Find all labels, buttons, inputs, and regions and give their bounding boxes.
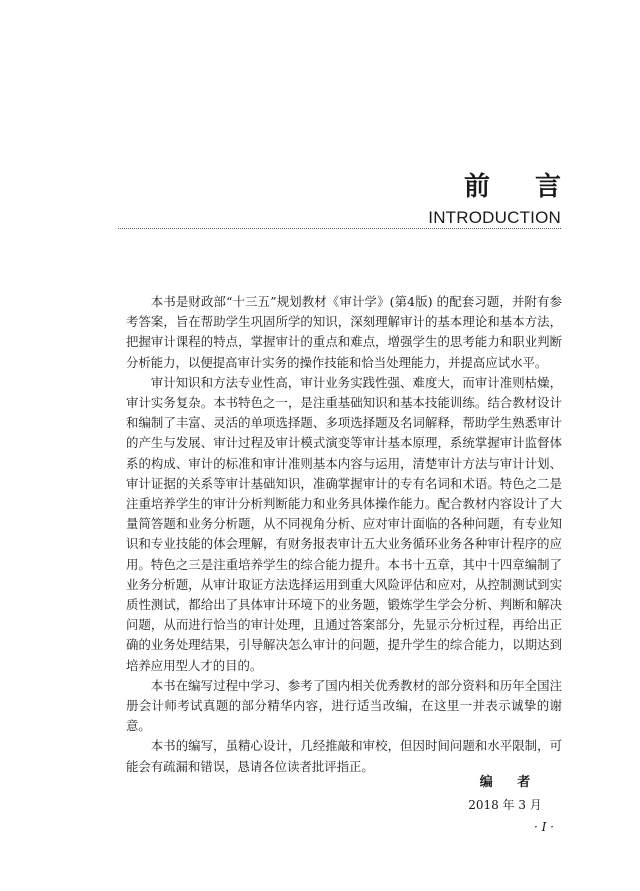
page-title-english: INTRODUCTION (428, 208, 561, 227)
paragraph-2: 审计知识和方法专业性高，审计业务实践性强、难度大，而审计准则枯燥，审计实务复杂。本书特色之一，是注重基础知识和基本技能训练。结合教材设计和编制了丰富、灵活的单项选择题、多项选择题及名词解释，帮助学生熟悉审计的产生与发展、审计过程及审计模式演变等审计基本原理，系统掌握审计监督体系的构成、审计的标准和审计准则基本内容与运用，清楚审计方法与审计计划、审计证据的关系等审计基础知识，准确掌握审计的专有名词和术语。特色之二是注重培养学生的审计分析判断能力和业务具体操作能力。配合教材内容设计了大量简答题和业务分析题，从不同视角分析、应对审计面临的各种问题，有专业知识和专业技能的体会理解，有财务报表审计五大业务循环业务各种审计程序的应用。特色之三是注重培养学生的综合能力提升。本书十五章，其中十四章编制了业务分析题，从审计取证方法选择运用到重大风险评估和应对，从控制测试到实质性测试，都给出了具体审计环境下的业务题，锻炼学生学会分析、判断和解决问题，从而进行恰当的审计处理，且通过答案部分，先显示分析过程，再给出正确的业务处理结果，引导解决怎么审计的问题，提升学生的综合能力，以期达到培养应用型人才的目的。 (126, 374, 562, 673)
preface-body (126, 292, 562, 777)
date-label: 2018 年 3 月 (468, 798, 542, 812)
page-number: · I · (534, 820, 554, 834)
paragraph-3: 本书在编写过程中学习、参考了国内相关优秀教材的部分资料和历年全国注册会计师考试真题的部分精华内容，进行适当改编，在这里一并表示诚挚的谢意。 (126, 677, 562, 734)
page-title: 前 言 (463, 172, 579, 202)
author-label: 编 者 (479, 775, 541, 790)
paragraph-1: 本书是财政部“十三五”规划教材《审计学》(第4版) 的配套习题，并附有参考答案，旨在帮助学生巩固所学的知识，深刻理解审计的基本理论和基本方法，把握审计课程的特点，掌握审计的重点和难点，增强学生的思考能力和职业判断分析能力，以便提高审计实务的操作技能和恰当处理能力，并提高应试水平。 (126, 294, 562, 370)
dotted-divider (118, 228, 561, 229)
heading-block (428, 172, 579, 228)
signature-block (455, 773, 555, 815)
paragraph-4: 本书的编写，虽精心设计，几经推敲和审校，但因时间问题和水平限制，可能会有疏漏和错误，恳请各位读者批评指正。 (126, 738, 562, 774)
